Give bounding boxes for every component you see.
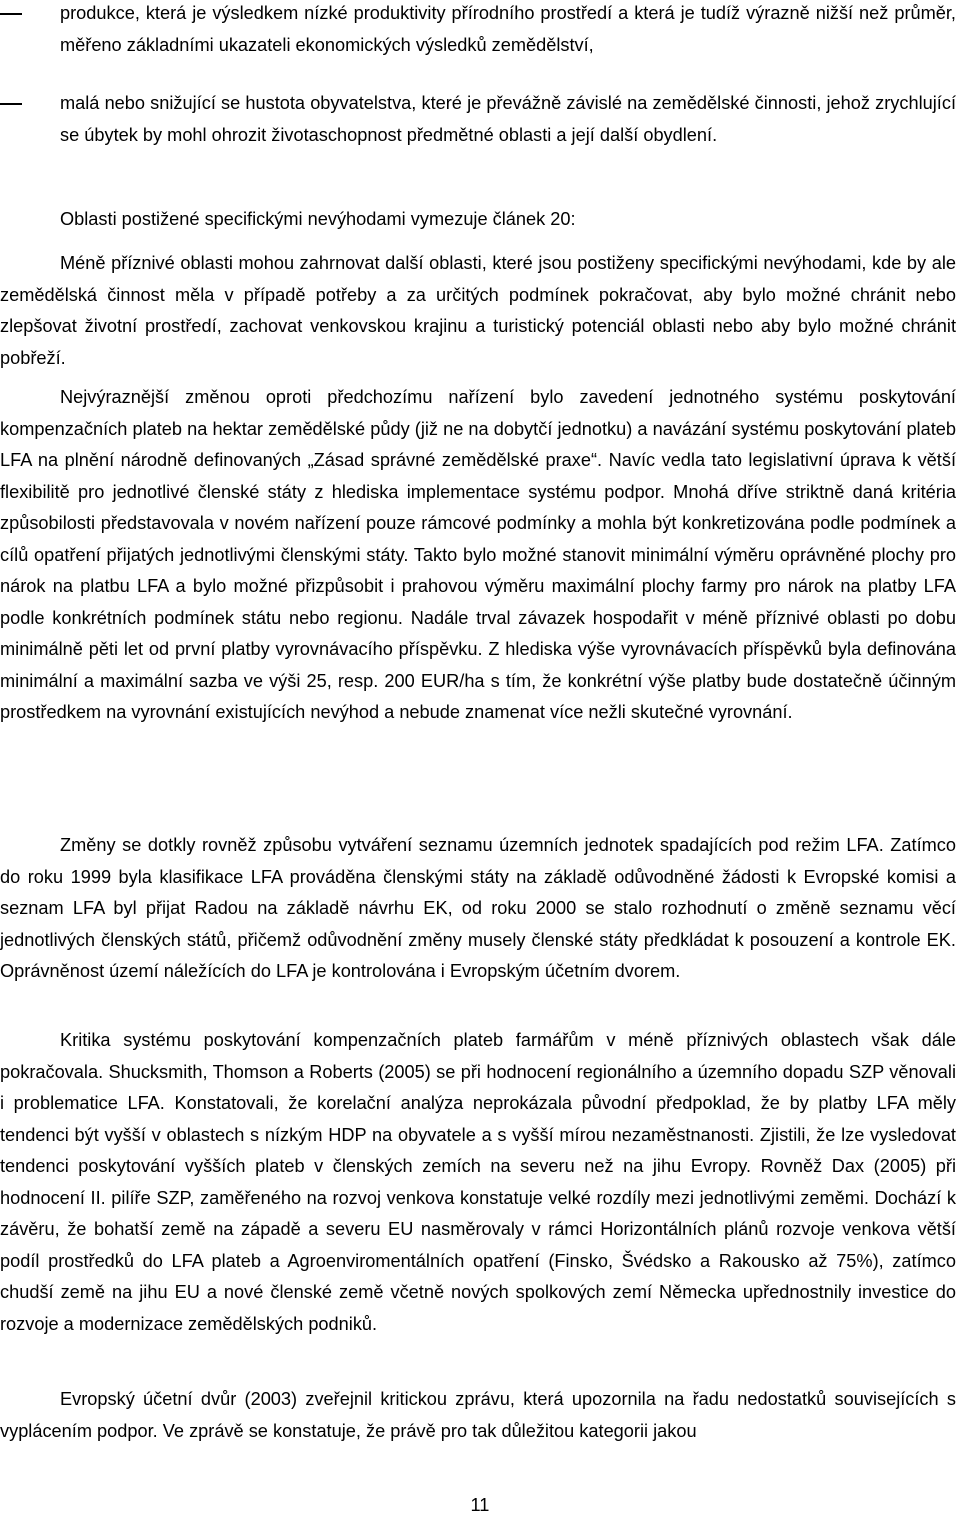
paragraph-court-of-auditors: Evropský účetní dvůr (2003) zveřejnil kritickou zprávu, která upozornila na řadu nedostatků souvisejících s vyplácením podpor. Ve zprávě se konstatuje, že právě pro tak důležitou kategorii jakou — [0, 1389, 956, 1441]
bullet-text: malá nebo snižující se hustota obyvatelstva, které je převážně závislé na zemědělské činnosti, jehož zrychlující se úbytek by mohl ohrozit životaschopnost předmětné oblasti a její další obydlení. — [60, 93, 956, 145]
dash-bullet-icon — [0, 13, 22, 15]
bullet-item — [0, 88, 960, 151]
bullet-text: produkce, která je výsledkem nízké produktivity přírodního prostředí a která je tudíž výrazně nižší než průměr, měřeno základními ukazateli ekonomických výsledků zemědělství, — [60, 3, 956, 55]
paragraph-intro-article-20: Oblasti postižené specifickými nevýhodami vymezuje článek 20: — [60, 209, 576, 229]
paragraph-less-favoured-areas: Méně příznivé oblasti mohou zahrnovat další oblasti, které jsou postiženy specifickými nevýhodami, kde by ale zemědělská činnost měla v případě potřeby a za určitých podmínek pokračovat, aby bylo možné chránit nebo zlepšovat životní prostředí, zachovat venkovskou krajinu a turistický potenciál oblasti nebo aby bylo možné chránit pobřeží. — [0, 253, 956, 368]
page-number: 11 — [470, 1495, 490, 1515]
paragraph-criticism: Kritika systému poskytování kompenzačních plateb farmářům v méně příznivých oblastech však dále pokračovala. Shucksmith, Thomson a Roberts (2005) se při hodnocení regionálního a územního dopadu SZP věnovali i problematice LFA. Konstatovali, že korelační analýza neprokázala původní předpoklad, že by platby LFA měly tendenci být vyšší v oblastech s nízkým HDP na obyvatele a s vyšší mírou nezaměstnanosti. Zjistili, že lze vysledovat tendenci poskytování vyšších plateb v členských zemích na severu než na jihu Evropy. Rovněž Dax (2005) při hodnocení II. pilíře SZP, zaměřeného na rozvoj venkova konstatuje velké rozdíly mezi jednotlivými zeměmi. Dochází k závěru, že bohatší země na západě a severu EU nasměrovaly v rámci Horizontálních plánů rozvoje venkova větší podíl prostředků do LFA plateb a Agroenviromentálních opatření (Finsko, Švédsko a Rakousko až 75%), zatímco chudší země na jihu EU a nové členské země včetně nových spolkových zemí Německa upřednostnily investice do rozvoje a modernizace zemědělských podniků. — [0, 1030, 956, 1334]
paragraph-lfa-list-changes: Změny se dotkly rovněž způsobu vytváření seznamu územních jednotek spadajících pod režim LFA. Zatímco do roku 1999 byla klasifikace LFA prováděna členskými státy na základě odůvodněné žádosti k Evropské komisi a seznam LFA byl přijat Radou na základě návrhu EK, od roku 2000 se stalo rozhodnutí o změně seznamu věcí jednotlivých členských států, přičemž odůvodnění změny musely členské státy předkládat k posouzení a kontrole EK. Oprávněnost území náležících do LFA je kontrolována i Evropským účetním dvorem. — [0, 835, 956, 981]
dash-bullet-icon — [0, 103, 22, 105]
bullet-item — [0, 0, 960, 61]
bullet-list — [0, 0, 960, 151]
paragraph-main-changes: Nejvýraznější změnou oproti předchozímu nařízení bylo zavedení jednotného systému poskytování kompenzačních plateb na hektar zemědělské půdy (již ne na dobytčí jednotku) a navázání systému poskytování plateb LFA na plnění národně definovaných „Zásad správné zemědělské praxe“. Navíc vedla tato legislativní úprava k větší flexibilitě pro jednotlivé členské státy z hlediska implementace systému podpor. Mnohá dříve striktně daná kritéria způsobilosti představovala v novém nařízení pouze rámcové podmínky a mohla být konkretizována podle podmínek a cílů opatření přijatých jednotlivými členskými státy. Takto bylo možné stanovit minimální výměru oprávněné plochy pro nárok na platbu LFA a bylo možné přizpůsobit i prahovou výměru maximální plochy farmy pro nárok na platby LFA podle konkrétních podmínek státu nebo regionu. Nadále trval závazek hospodařit v méně příznivé oblasti po dobu minimálně pěti let od první platby vyrovnávacího příspěvku. Z hlediska výše vyrovnávacích příspěvků byla definována minimální a maximální sazba ve výši 25, resp. 200 EUR/ha s tím, že konkrétní výše platby bude dostatečně účinným prostředkem na vyrovnání existujících nevýhod a nebude znamenat více nežli skutečné vyrovnání. — [0, 387, 956, 722]
